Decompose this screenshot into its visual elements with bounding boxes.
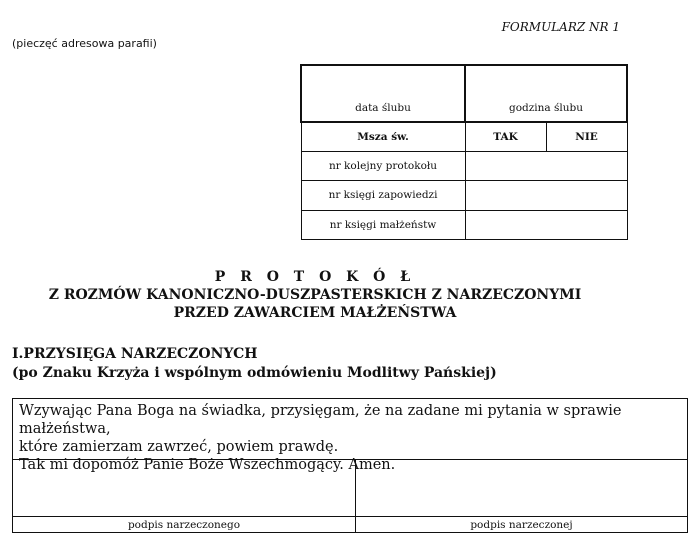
mass-label: Msza św. [301, 122, 465, 151]
wedding-date-field[interactable] [301, 65, 465, 94]
wedding-time-field[interactable] [465, 65, 627, 94]
title-line-2: Z ROZMÓW KANONICZNO-DUSZPASTERSKICH Z NARZECZONYMI [48, 287, 582, 303]
groom-signature-line [13, 516, 355, 517]
title-protocol: P R O T O K Ó Ł [214, 269, 416, 285]
parish-seal-label: (pieczęć adresowa parafii) [12, 37, 157, 50]
section-heading [12, 345, 497, 383]
oath-line-1: Wzywając Pana Boga na świadka, przysięgam, że na zadane mi pytania w sprawie małżeństwa, [19, 403, 622, 437]
banns-book-field[interactable] [465, 180, 627, 210]
oath-line-2: które zamierzam zawrzeć, powiem prawdę. [19, 439, 339, 455]
signature-row [13, 459, 687, 533]
mass-yes-option[interactable]: TAK [465, 122, 546, 151]
oath-line-3: Tak mi dopomóż Panie Boże Wszechmogący. Amen. [19, 457, 396, 473]
mass-no-option[interactable]: NIE [546, 122, 627, 151]
document-title [0, 268, 630, 322]
bride-signature-line [356, 516, 687, 517]
section-subtitle: (po Znaku Krzyża i wspólnym odmówieniu Modlitwy Pańskiej) [12, 365, 497, 381]
protocol-number-field[interactable] [465, 151, 627, 180]
bride-signature-field[interactable] [356, 460, 687, 533]
protocol-number-label: nr kolejny protokołu [301, 151, 465, 180]
groom-signature-label: podpis narzeczonego [127, 519, 241, 531]
wedding-date-label: data ślubu [301, 94, 465, 122]
bride-signature-label: podpis narzeczonej [470, 519, 573, 531]
banns-book-label: nr księgi zapowiedzi [301, 180, 465, 210]
form-number: FORMULARZ NR 1 [501, 20, 620, 34]
groom-signature-field[interactable] [13, 460, 356, 533]
section-title: I.PRZYSIĘGA NARZECZONYCH [12, 346, 258, 362]
marriage-book-field[interactable] [465, 210, 627, 239]
registry-table [300, 64, 628, 240]
title-line-3: PRZED ZAWARCIEM MAŁŻEŃSTWA [173, 305, 457, 321]
wedding-time-label: godzina ślubu [465, 94, 627, 122]
marriage-book-label: nr księgi małżeństw [301, 210, 465, 239]
oath-box [12, 398, 688, 533]
